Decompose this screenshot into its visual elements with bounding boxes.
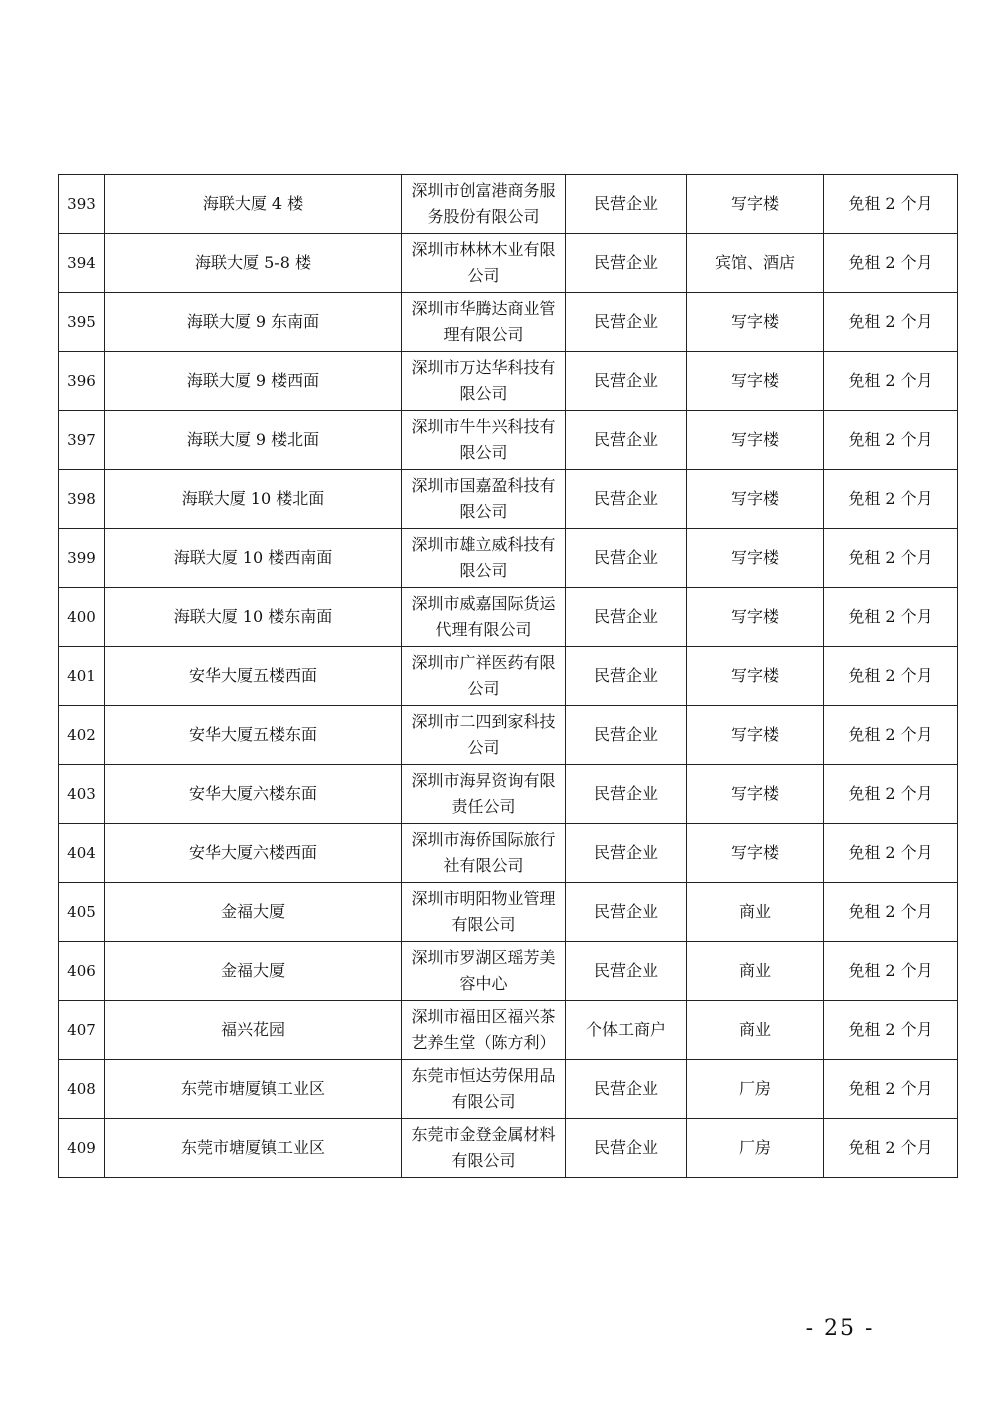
row-number: 393 bbox=[59, 175, 105, 234]
location-cell: 海联大厦 9 楼西面 bbox=[105, 352, 402, 411]
row-number: 405 bbox=[59, 883, 105, 942]
property-use-cell: 厂房 bbox=[687, 1060, 824, 1119]
property-use-cell: 写字楼 bbox=[687, 175, 824, 234]
property-use-cell: 写字楼 bbox=[687, 529, 824, 588]
enterprise-type-cell: 民营企业 bbox=[566, 352, 687, 411]
table-row bbox=[59, 1060, 958, 1119]
table-row bbox=[59, 529, 958, 588]
property-use-cell: 写字楼 bbox=[687, 824, 824, 883]
rent-relief-cell: 免租 2 个月 bbox=[824, 234, 958, 293]
rent-relief-cell: 免租 2 个月 bbox=[824, 411, 958, 470]
property-use-cell: 写字楼 bbox=[687, 765, 824, 824]
rent-relief-cell: 免租 2 个月 bbox=[824, 1060, 958, 1119]
enterprise-type-cell: 民营企业 bbox=[566, 1060, 687, 1119]
enterprise-type-cell: 民营企业 bbox=[566, 175, 687, 234]
table-row bbox=[59, 647, 958, 706]
enterprise-type-cell: 民营企业 bbox=[566, 883, 687, 942]
rent-relief-cell: 免租 2 个月 bbox=[824, 647, 958, 706]
location-cell: 金福大厦 bbox=[105, 883, 402, 942]
location-cell: 海联大厦 10 楼东南面 bbox=[105, 588, 402, 647]
property-use-cell: 写字楼 bbox=[687, 588, 824, 647]
row-number: 396 bbox=[59, 352, 105, 411]
table-row bbox=[59, 1119, 958, 1178]
location-cell: 海联大厦 10 楼西南面 bbox=[105, 529, 402, 588]
table-row bbox=[59, 175, 958, 234]
enterprise-type-cell: 民营企业 bbox=[566, 942, 687, 1001]
property-use-cell: 商业 bbox=[687, 942, 824, 1001]
company-cell: 深圳市海昇资询有限责任公司 bbox=[402, 765, 566, 824]
rent-relief-cell: 免租 2 个月 bbox=[824, 293, 958, 352]
property-use-cell: 写字楼 bbox=[687, 647, 824, 706]
property-use-cell: 写字楼 bbox=[687, 293, 824, 352]
row-number: 401 bbox=[59, 647, 105, 706]
company-cell: 东莞市恒达劳保用品有限公司 bbox=[402, 1060, 566, 1119]
property-use-cell: 宾馆、酒店 bbox=[687, 234, 824, 293]
row-number: 408 bbox=[59, 1060, 105, 1119]
row-number: 399 bbox=[59, 529, 105, 588]
rent-relief-cell: 免租 2 个月 bbox=[824, 529, 958, 588]
row-number: 404 bbox=[59, 824, 105, 883]
location-cell: 安华大厦五楼东面 bbox=[105, 706, 402, 765]
property-use-cell: 写字楼 bbox=[687, 470, 824, 529]
row-number: 400 bbox=[59, 588, 105, 647]
table-row bbox=[59, 588, 958, 647]
location-cell: 海联大厦 10 楼北面 bbox=[105, 470, 402, 529]
enterprise-type-cell: 民营企业 bbox=[566, 293, 687, 352]
row-number: 397 bbox=[59, 411, 105, 470]
rent-relief-cell: 免租 2 个月 bbox=[824, 824, 958, 883]
enterprise-type-cell: 民营企业 bbox=[566, 411, 687, 470]
rent-relief-cell: 免租 2 个月 bbox=[824, 942, 958, 1001]
property-use-cell: 厂房 bbox=[687, 1119, 824, 1178]
rent-relief-cell: 免租 2 个月 bbox=[824, 765, 958, 824]
rent-relief-cell: 免租 2 个月 bbox=[824, 470, 958, 529]
company-cell: 深圳市威嘉国际货运代理有限公司 bbox=[402, 588, 566, 647]
enterprise-type-cell: 民营企业 bbox=[566, 529, 687, 588]
table-row bbox=[59, 883, 958, 942]
property-use-cell: 商业 bbox=[687, 883, 824, 942]
company-cell: 深圳市福田区福兴茶艺养生堂（陈方利） bbox=[402, 1001, 566, 1060]
location-cell: 安华大厦六楼西面 bbox=[105, 824, 402, 883]
company-cell: 深圳市创富港商务服务股份有限公司 bbox=[402, 175, 566, 234]
row-number: 402 bbox=[59, 706, 105, 765]
row-number: 398 bbox=[59, 470, 105, 529]
row-number: 395 bbox=[59, 293, 105, 352]
table-body bbox=[59, 175, 958, 1178]
row-number: 403 bbox=[59, 765, 105, 824]
row-number: 406 bbox=[59, 942, 105, 1001]
enterprise-type-cell: 民营企业 bbox=[566, 765, 687, 824]
property-use-cell: 写字楼 bbox=[687, 352, 824, 411]
rent-relief-cell: 免租 2 个月 bbox=[824, 706, 958, 765]
rent-relief-cell: 免租 2 个月 bbox=[824, 1119, 958, 1178]
company-cell: 深圳市海侨国际旅行社有限公司 bbox=[402, 824, 566, 883]
location-cell: 海联大厦 9 东南面 bbox=[105, 293, 402, 352]
row-number: 407 bbox=[59, 1001, 105, 1060]
table-row bbox=[59, 293, 958, 352]
row-number: 394 bbox=[59, 234, 105, 293]
enterprise-type-cell: 民营企业 bbox=[566, 1119, 687, 1178]
enterprise-type-cell: 民营企业 bbox=[566, 647, 687, 706]
company-cell: 深圳市广祥医药有限公司 bbox=[402, 647, 566, 706]
rent-relief-cell: 免租 2 个月 bbox=[824, 1001, 958, 1060]
location-cell: 东莞市塘厦镇工业区 bbox=[105, 1060, 402, 1119]
table-row bbox=[59, 942, 958, 1001]
company-cell: 深圳市二四到家科技公司 bbox=[402, 706, 566, 765]
enterprise-type-cell: 民营企业 bbox=[566, 588, 687, 647]
company-cell: 深圳市华腾达商业管理有限公司 bbox=[402, 293, 566, 352]
location-cell: 海联大厦 9 楼北面 bbox=[105, 411, 402, 470]
rent-relief-cell: 免租 2 个月 bbox=[824, 175, 958, 234]
table-row bbox=[59, 352, 958, 411]
company-cell: 深圳市明阳物业管理有限公司 bbox=[402, 883, 566, 942]
company-cell: 深圳市林林木业有限公司 bbox=[402, 234, 566, 293]
location-cell: 安华大厦五楼西面 bbox=[105, 647, 402, 706]
rent-relief-cell: 免租 2 个月 bbox=[824, 352, 958, 411]
property-use-cell: 商业 bbox=[687, 1001, 824, 1060]
company-cell: 深圳市牛牛兴科技有限公司 bbox=[402, 411, 566, 470]
location-cell: 海联大厦 5-8 楼 bbox=[105, 234, 402, 293]
enterprise-type-cell: 民营企业 bbox=[566, 824, 687, 883]
enterprise-type-cell: 民营企业 bbox=[566, 470, 687, 529]
table-row bbox=[59, 1001, 958, 1060]
table-row bbox=[59, 234, 958, 293]
company-cell: 深圳市罗湖区瑶芳美容中心 bbox=[402, 942, 566, 1001]
table-row bbox=[59, 411, 958, 470]
company-cell: 东莞市金登金属材料有限公司 bbox=[402, 1119, 566, 1178]
company-cell: 深圳市雄立威科技有限公司 bbox=[402, 529, 566, 588]
location-cell: 东莞市塘厦镇工业区 bbox=[105, 1119, 402, 1178]
enterprise-type-cell: 个体工商户 bbox=[566, 1001, 687, 1060]
rent-relief-cell: 免租 2 个月 bbox=[824, 588, 958, 647]
rent-relief-table bbox=[58, 174, 958, 1178]
location-cell: 福兴花园 bbox=[105, 1001, 402, 1060]
table-row bbox=[59, 470, 958, 529]
location-cell: 海联大厦 4 楼 bbox=[105, 175, 402, 234]
table-row bbox=[59, 765, 958, 824]
location-cell: 金福大厦 bbox=[105, 942, 402, 1001]
rent-relief-cell: 免租 2 个月 bbox=[824, 883, 958, 942]
company-cell: 深圳市万达华科技有限公司 bbox=[402, 352, 566, 411]
enterprise-type-cell: 民营企业 bbox=[566, 234, 687, 293]
location-cell: 安华大厦六楼东面 bbox=[105, 765, 402, 824]
property-use-cell: 写字楼 bbox=[687, 706, 824, 765]
property-use-cell: 写字楼 bbox=[687, 411, 824, 470]
page-number: - 25 - bbox=[805, 1316, 875, 1341]
company-cell: 深圳市国嘉盈科技有限公司 bbox=[402, 470, 566, 529]
enterprise-type-cell: 民营企业 bbox=[566, 706, 687, 765]
table-row bbox=[59, 706, 958, 765]
table-row bbox=[59, 824, 958, 883]
row-number: 409 bbox=[59, 1119, 105, 1178]
